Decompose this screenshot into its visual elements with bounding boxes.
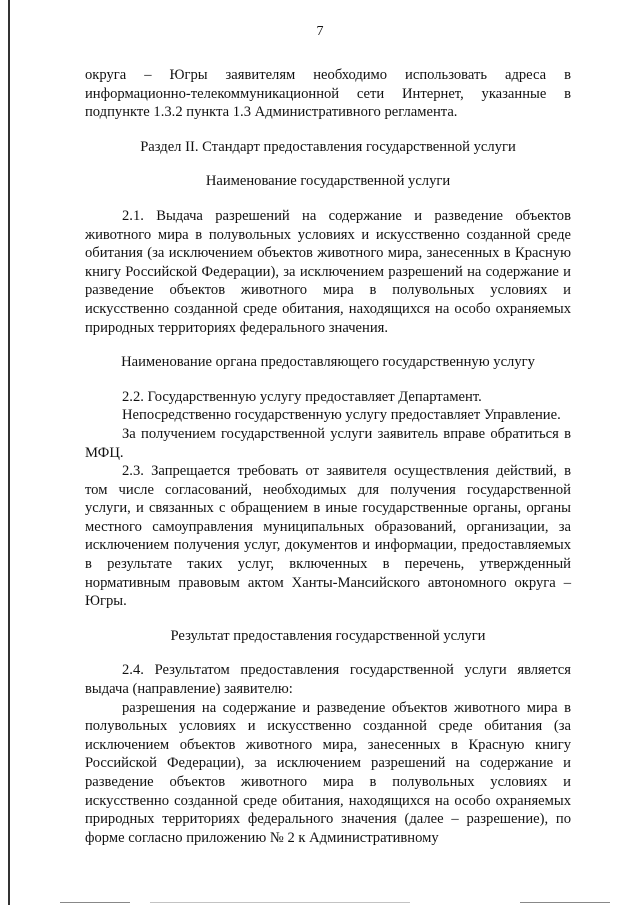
paragraph-2-2-direct: Непосредственно государственную услугу предоставляет Управление.: [122, 407, 561, 424]
paragraph-2-3: 2.3. Запрещается требовать от заявителя осуществления действий, в том числе согласований, необходимых для получения государственной услуги, и связанных с обращением в иные государственные органы, органы местного самоуправления муниципальных образований, организации, за исключением получения услуг, документов и информации, предоставляемых в результате таких услуг, включенных в перечень, утвержденный нормативным правовым актом Ханты-Мансийского автономного округа – Югры.: [85, 463, 571, 610]
section-heading: Раздел II. Стандарт предоставления государственной услуги: [140, 138, 516, 155]
paragraph-2-1: 2.1. Выдача разрешений на содержание и разведение объектов животного мира в полувольных условиях и искусственно созданной среде обитания (за исключением объектов животного мира, занесенных в Красную книгу Российской Федерации), за исключением разрешений на содержание и разведение объектов животного мира в полувольных условиях и искусственно созданной среде обитания, находящихся на особо охраняемых природных территориях федерального значения.: [85, 207, 571, 336]
page-number: 7: [316, 24, 324, 39]
scan-left-edge: [8, 0, 10, 905]
document-body: [85, 66, 571, 847]
paragraph-continuation: округа – Югры заявителям необходимо использовать адреса в информационно-телекоммуникационной сети Интернет, указанные в подпункте 1.3.2 пункта 1.3 Административного регламента.: [85, 67, 571, 121]
subsection-heading-result: Результат предоставления государственной услуги: [170, 627, 486, 644]
scan-bottom-artifacts: [0, 899, 640, 905]
paragraph-2-2: 2.2. Государственную услугу предоставляет Департамент.: [122, 388, 482, 405]
subsection-heading-service-name: Наименование государственной услуги: [205, 173, 451, 190]
paragraph-2-2-mfc: За получением государственной услуги заявитель вправе обратиться в МФЦ.: [85, 425, 571, 461]
subsection-heading-authority: Наименование органа предоставляющего государственную услугу: [121, 354, 535, 371]
paragraph-2-4: 2.4. Результатом предоставления государственной услуги является выдача (направление) заявителю:: [85, 662, 571, 698]
paragraph-2-4-permit: разрешения на содержание и разведение объектов животного мира в полувольных условиях и искусственно созданной среде обитания (за исключением объектов животного мира, занесенных в Красную книгу Российской Федерации), за исключением разрешений на содержание и разведение объектов животного мира в полувольных условиях и искусственно созданной среде обитания, находящихся на особо охраняемых природных территориях федерального значения (далее – разрешение), по форме согласно приложению № 2 к Административному: [85, 699, 571, 846]
